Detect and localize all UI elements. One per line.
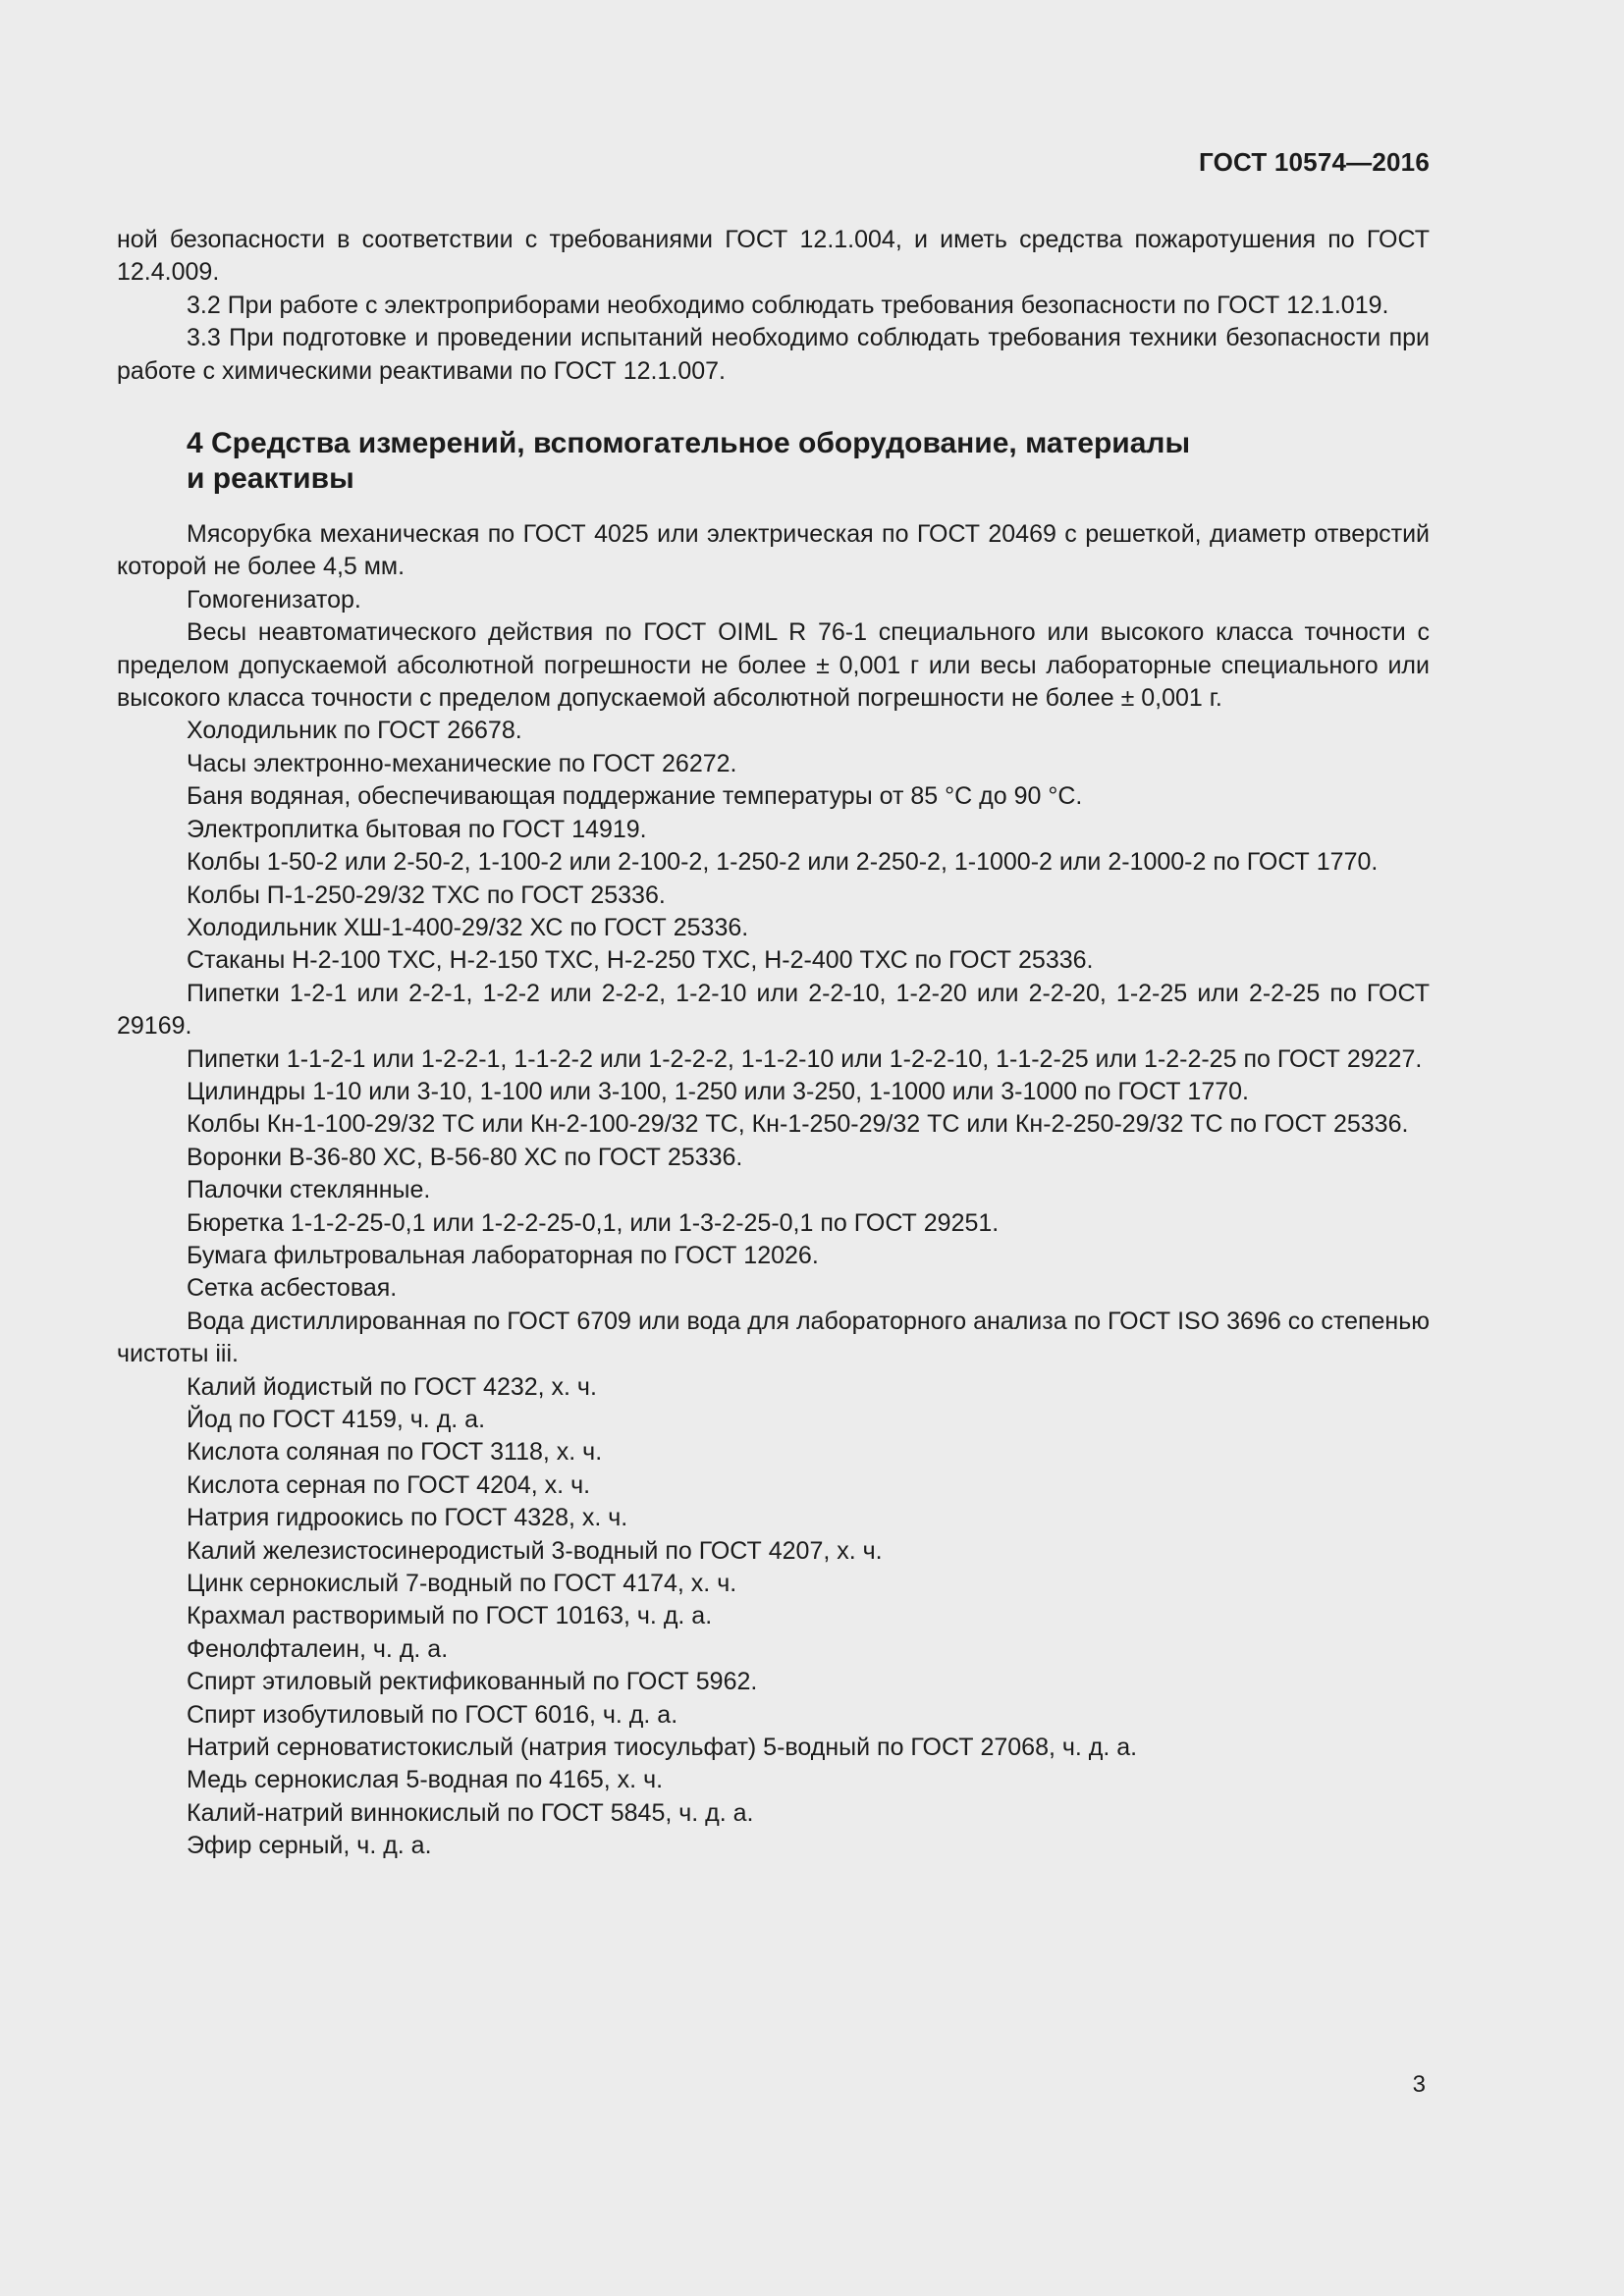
list-item: Холодильник ХШ-1-400-29/32 ХС по ГОСТ 25336. — [187, 913, 749, 941]
list-item: Воронки В-36-80 ХС, В-56-80 ХС по ГОСТ 25336. — [187, 1143, 743, 1171]
page-number: 3 — [1412, 2071, 1426, 2098]
intro-paragraph-1: ной безопасности в соответствии с требованиями ГОСТ 12.1.004, и иметь средства пожаротушения по ГОСТ 12.4.009. — [117, 226, 1430, 287]
list-item: Баня водяная, обеспечивающая поддержание температуры от 85 °С до 90 °С. — [187, 782, 1083, 811]
list-item: Йод по ГОСТ 4159, ч. д. а. — [187, 1406, 486, 1433]
section-4-heading-line-2: и реактивы — [187, 462, 354, 496]
list-item: Вода дистиллированная по ГОСТ 6709 или вода для лабораторного анализа по ГОСТ ISO 3696 со степенью чистоты iii. — [117, 1307, 1430, 1368]
list-item: Калий железистосинеродистый 3-водный по ГОСТ 4207, х. ч. — [187, 1536, 883, 1565]
list-item: Эфир серный, ч. д. а. — [187, 1832, 432, 1860]
list-item: Холодильник по ГОСТ 26678. — [187, 717, 522, 745]
equipment-list — [117, 518, 1430, 1863]
list-item: Весы неавтоматического действия по ГОСТ OIML R 76-1 специального или высокого класса точности с пределом допускаемой абсолютной погрешности не более ± 0,001 г или весы лабораторные специального или высокого класса точности с пределом допускаемой абсолютной погрешности не более ± 0,001 г. — [117, 618, 1430, 713]
document-code-header: ГОСТ 10574—2016 — [1199, 147, 1430, 177]
list-item: Кислота серная по ГОСТ 4204, х. ч. — [187, 1470, 591, 1499]
list-item: Сетка асбестовая. — [187, 1274, 398, 1303]
list-item: Часы электронно-механические по ГОСТ 26272. — [187, 749, 737, 777]
list-item: Фенолфталеин, ч. д. а. — [187, 1634, 449, 1663]
list-item: Мясорубка механическая по ГОСТ 4025 или электрическая по ГОСТ 20469 с решеткой, диаметр отверстий которой не более 4,5 мм. — [117, 520, 1430, 581]
list-item: Бумага фильтровальная лабораторная по ГОСТ 12026. — [187, 1241, 819, 1269]
list-item: Спирт изобутиловый по ГОСТ 6016, ч. д. а. — [187, 1700, 678, 1729]
list-item: Колбы 1-50-2 или 2-50-2, 1-100-2 или 2-100-2, 1-250-2 или 2-250-2, 1-1000-2 или 2-1000-2 по ГОСТ 1770. — [187, 848, 1379, 877]
list-item: Спирт этиловый ректификованный по ГОСТ 5962. — [187, 1668, 758, 1696]
list-item: Электроплитка бытовая по ГОСТ 14919. — [187, 815, 647, 843]
section-4-heading-line-1: 4 Средства измерений, вспомогательное оборудование, материалы — [187, 427, 1191, 460]
list-item: Цинк сернокислый 7-водный по ГОСТ 4174, х. ч. — [187, 1570, 737, 1598]
list-item: Калий йодистый по ГОСТ 4232, х. ч. — [187, 1372, 597, 1401]
list-item: Колбы Кн-1-100-29/32 ТС или Кн-2-100-29/32 ТС, Кн-1-250-29/32 ТС или Кн-2-250-29/32 ТС по ГОСТ 25336. — [187, 1110, 1409, 1139]
section-4-heading — [187, 426, 1345, 497]
list-item: Цилиндры 1-10 или 3-10, 1-100 или 3-100, 1-250 или 3-250, 1-1000 или 3-1000 по ГОСТ 1770. — [187, 1077, 1249, 1105]
list-item: Пипетки 1-1-2-1 или 1-2-2-1, 1-1-2-2 или 1-2-2-2, 1-1-2-10 или 1-2-2-10, 1-1-2-25 или 1-2-2-25 по ГОСТ 29227. — [187, 1044, 1423, 1073]
list-item: Крахмал растворимый по ГОСТ 10163, ч. д. а. — [187, 1602, 713, 1630]
list-item: Калий-натрий виннокислый по ГОСТ 5845, ч. д. а. — [187, 1798, 754, 1827]
list-item: Кислота соляная по ГОСТ 3118, х. ч. — [187, 1438, 603, 1467]
document-body — [117, 224, 1430, 1863]
intro-paragraph-3: 3.3 При подготовке и проведении испытаний необходимо соблюдать требования техники безопасности при работе с химическими реактивами по ГОСТ 12.1.007. — [117, 324, 1430, 385]
list-item: Колбы П-1-250-29/32 ТХС по ГОСТ 25336. — [187, 881, 666, 909]
list-item: Стаканы Н-2-100 ТХС, Н-2-150 ТХС, Н-2-250 ТХС, Н-2-400 ТХС по ГОСТ 25336. — [187, 946, 1094, 975]
list-item: Пипетки 1-2-1 или 2-2-1, 1-2-2 или 2-2-2, 1-2-10 или 2-2-10, 1-2-20 или 2-2-20, 1-2-25 или 2-2-25 по ГОСТ 29169. — [117, 979, 1430, 1041]
intro-paragraph-2: 3.2 При работе с электроприборами необходимо соблюдать требования безопасности по ГОСТ 12.1.019. — [187, 291, 1389, 319]
list-item: Медь сернокислая 5-водная по 4165, х. ч. — [187, 1766, 664, 1794]
list-item: Гомогенизатор. — [187, 585, 361, 614]
list-item: Бюретка 1-1-2-25-0,1 или 1-2-2-25-0,1, или 1-3-2-25-0,1 по ГОСТ 29251. — [187, 1208, 1000, 1237]
list-item: Натрия гидроокись по ГОСТ 4328, х. ч. — [187, 1504, 628, 1532]
list-item: Натрий серноватистокислый (натрия тиосульфат) 5-водный по ГОСТ 27068, ч. д. а. — [187, 1734, 1138, 1762]
list-item: Палочки стеклянные. — [187, 1176, 431, 1204]
